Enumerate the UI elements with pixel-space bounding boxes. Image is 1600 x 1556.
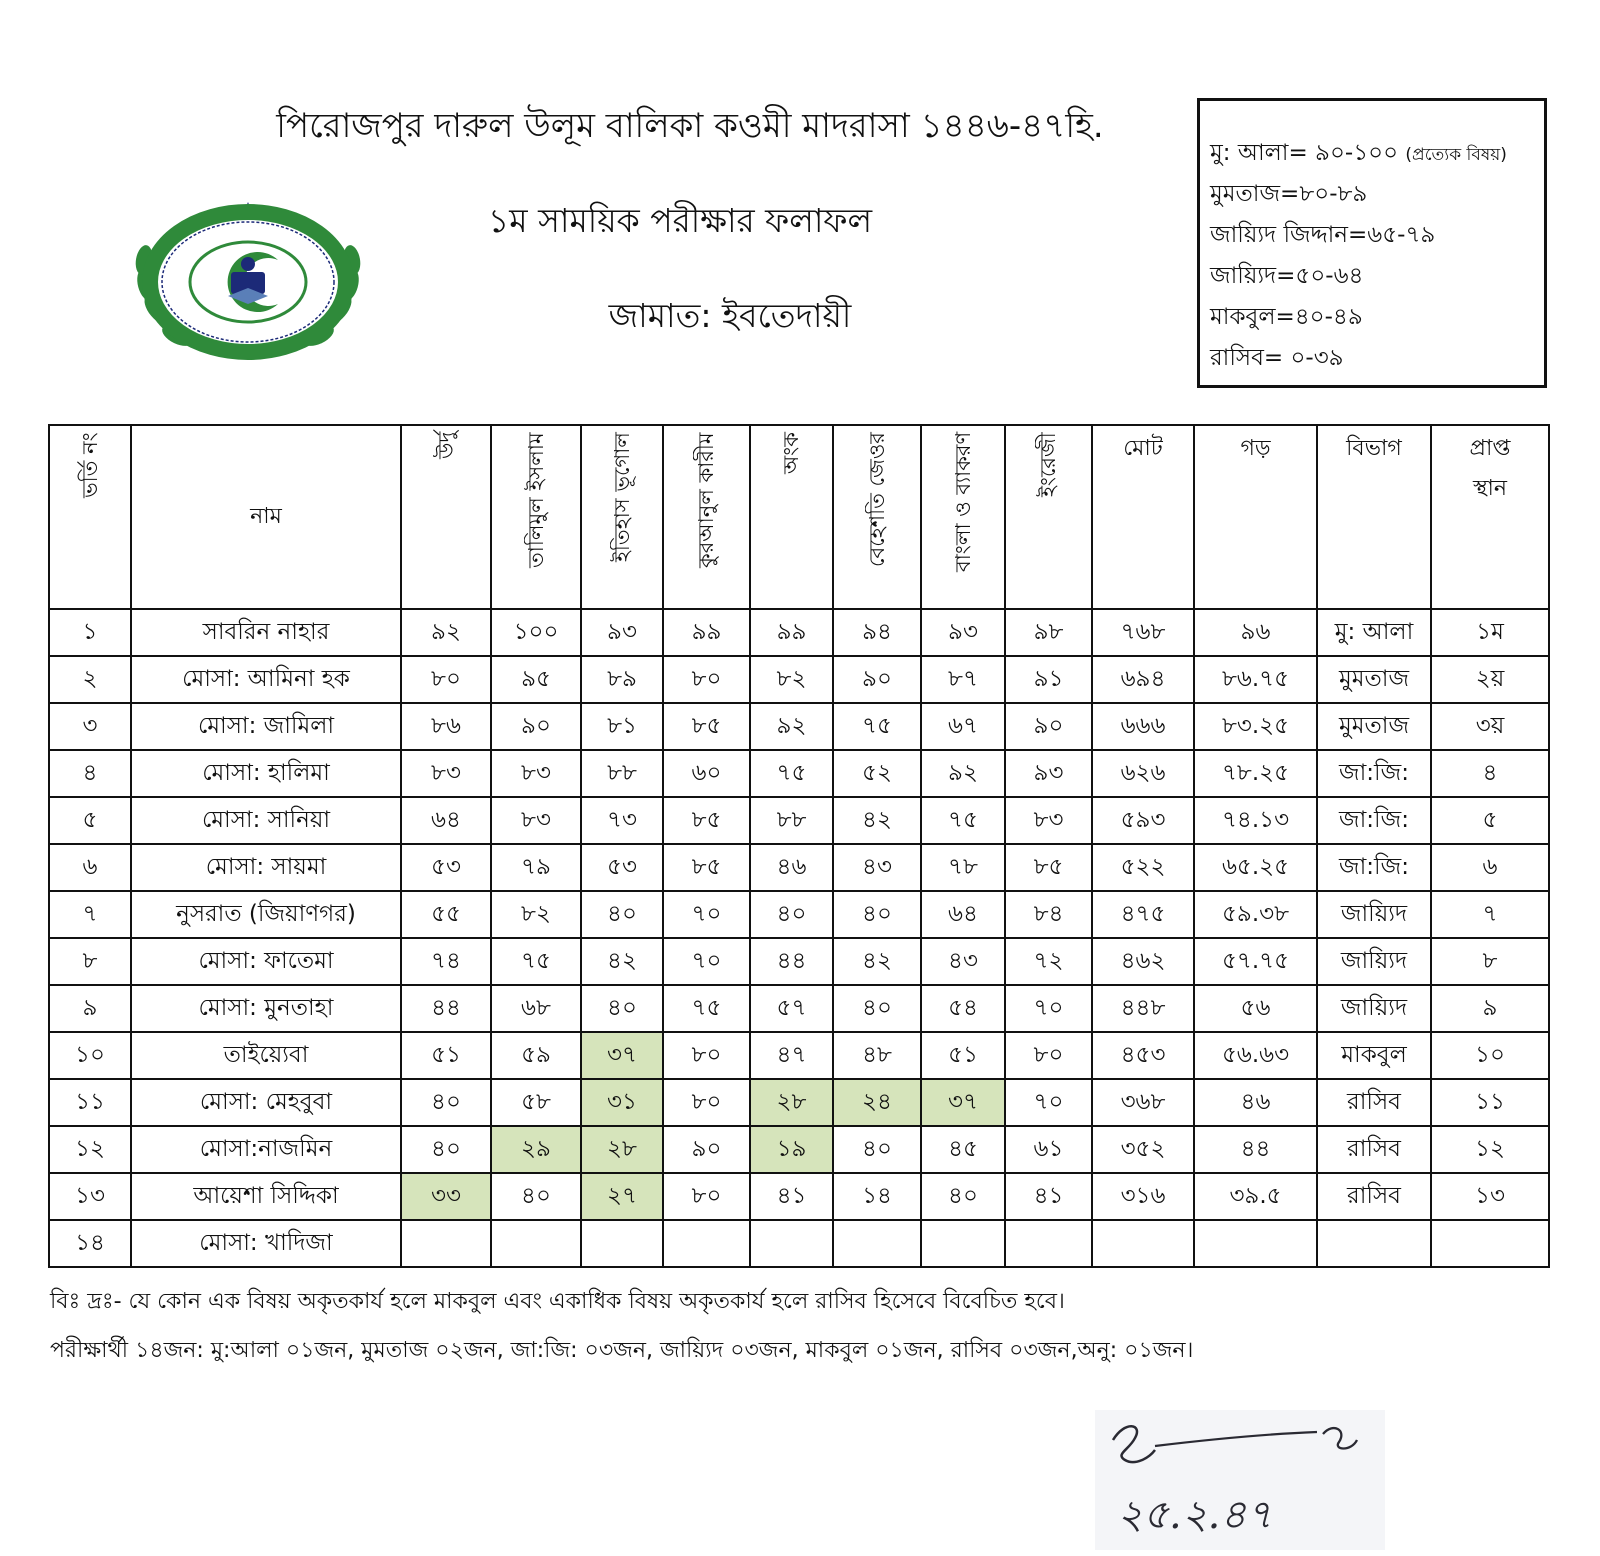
grade-scale-box (1197, 98, 1547, 388)
cell-mark: ৪৩ (833, 844, 921, 891)
table-row (49, 1126, 1549, 1173)
cell-roll: ৩ (49, 703, 131, 750)
cell-name: মোসা: আমিনা হক (131, 656, 401, 703)
cell-name: মোসা: হালিমা (131, 750, 401, 797)
cell-mark: ৮০ (663, 1079, 750, 1126)
cell-mark: ৯৯ (663, 609, 750, 656)
cell-mark: ৮৫ (663, 703, 750, 750)
signature-date: ২৫.২.৪৭ (1117, 1492, 1273, 1538)
cell-mark: ৪০ (401, 1126, 491, 1173)
class-label: জামাত: ইবতেদায়ী (608, 296, 852, 335)
cell-mark: ৫৮ (491, 1079, 581, 1126)
cell-mark: ৬০ (663, 750, 750, 797)
cell-total: ৩৬৮ (1092, 1079, 1194, 1126)
cell-mark (833, 1220, 921, 1267)
cell-mark: ৬১ (1005, 1126, 1092, 1173)
cell-roll: ২ (49, 656, 131, 703)
cell-name: মোসা: মুনতাহা (131, 985, 401, 1032)
table-header-row (49, 425, 1549, 609)
cell-mark (581, 1220, 663, 1267)
cell-mark: ৯৪ (833, 609, 921, 656)
cell-division: জায়্যিদ (1317, 891, 1431, 938)
grade-line-5: মাকবুল=৪০-৪৯ (1210, 304, 1363, 330)
table-row (49, 750, 1549, 797)
cell-mark: ৬৪ (921, 891, 1005, 938)
cell-mark: ৪২ (581, 938, 663, 985)
cell-total: ৫২২ (1092, 844, 1194, 891)
cell-mark: ৭৪ (401, 938, 491, 985)
cell-mark: ৫৩ (581, 844, 663, 891)
cell-position: ৭ (1431, 891, 1549, 938)
cell-total: ৬২৬ (1092, 750, 1194, 797)
cell-total: ৭৬৮ (1092, 609, 1194, 656)
cell-position: ১ম (1431, 609, 1549, 656)
cell-mark: ৯২ (750, 703, 833, 750)
cell-mark (491, 1220, 581, 1267)
cell-mark: ৪৫ (921, 1126, 1005, 1173)
cell-mark: ৮৮ (581, 750, 663, 797)
table-row (49, 1220, 1549, 1267)
cell-total: ৪৭৫ (1092, 891, 1194, 938)
header-subject-english: ইংরেজী (1005, 425, 1092, 609)
cell-division: জায়্যিদ (1317, 938, 1431, 985)
header-roll: ভর্তি নং (49, 425, 131, 609)
grade-line-4: জায়্যিদ=৫০-৬৪ (1210, 263, 1364, 289)
cell-mark: ৪০ (401, 1079, 491, 1126)
cell-mark: ৩৭ (921, 1079, 1005, 1126)
cell-total: ৬৯৪ (1092, 656, 1194, 703)
cell-mark: ৩৭ (581, 1032, 663, 1079)
cell-mark: ৯১ (1005, 656, 1092, 703)
table-row (49, 891, 1549, 938)
cell-roll: ১৩ (49, 1173, 131, 1220)
cell-average: ৭৮.২৫ (1194, 750, 1317, 797)
cell-position: ১১ (1431, 1079, 1549, 1126)
header-subject-bangla: বাংলা ও ব্যাকরণ (921, 425, 1005, 609)
cell-mark: ৯২ (921, 750, 1005, 797)
cell-average: ৯৬ (1194, 609, 1317, 656)
cell-mark: ৫১ (921, 1032, 1005, 1079)
cell-roll: ১১ (49, 1079, 131, 1126)
cell-mark: ৮৬ (401, 703, 491, 750)
cell-mark: ৭৮ (921, 844, 1005, 891)
cell-mark: ৮৫ (663, 844, 750, 891)
cell-position: ২য় (1431, 656, 1549, 703)
cell-total: ৪৬২ (1092, 938, 1194, 985)
cell-name: সাবরিন নাহার (131, 609, 401, 656)
cell-name: মোসা: সানিয়া (131, 797, 401, 844)
cell-division: জা:জি: (1317, 844, 1431, 891)
cell-mark: ৪৮ (833, 1032, 921, 1079)
grade-line-3: জায়্যিদ জিদ্দান=৬৫-৭৯ (1210, 222, 1436, 248)
cell-mark: ৪০ (833, 985, 921, 1032)
cell-average: ৫৯.৩৮ (1194, 891, 1317, 938)
cell-mark: ৮২ (491, 891, 581, 938)
cell-division: রাসিব (1317, 1173, 1431, 1220)
table-row (49, 656, 1549, 703)
footnote-rule: বিঃ দ্রঃ- যে কোন এক বিষয় অকৃতকার্য হলে মাকবুল এবং একাধিক বিষয় অকৃতকার্য হলে রাসিব হিসেবে বিবেচিত হবে। (50, 1289, 1065, 1314)
cell-division: মুমতাজ (1317, 656, 1431, 703)
cell-mark: ৯০ (491, 703, 581, 750)
cell-mark: ৭৫ (663, 985, 750, 1032)
table-row (49, 985, 1549, 1032)
cell-position: ১০ (1431, 1032, 1549, 1079)
cell-mark: ৪১ (1005, 1173, 1092, 1220)
cell-average: ৫৬ (1194, 985, 1317, 1032)
cell-mark: ৯৮ (1005, 609, 1092, 656)
cell-mark (750, 1220, 833, 1267)
cell-mark: ৯৩ (921, 609, 1005, 656)
cell-roll: ১ (49, 609, 131, 656)
cell-division (1317, 1220, 1431, 1267)
cell-mark: ৮০ (1005, 1032, 1092, 1079)
cell-mark: ৪০ (833, 1126, 921, 1173)
cell-mark: ২৪ (833, 1079, 921, 1126)
cell-mark: ৮৪ (1005, 891, 1092, 938)
cell-mark: ২৯ (491, 1126, 581, 1173)
cell-mark: ৫৯ (491, 1032, 581, 1079)
header-subject-talimul-islam: তালিমুল ইসলাম (491, 425, 581, 609)
cell-mark: ৪৪ (750, 938, 833, 985)
cell-mark (663, 1220, 750, 1267)
cell-mark: ৪২ (833, 797, 921, 844)
header-subject-beheshti-zewar: বেহেশতি জেওর (833, 425, 921, 609)
table-row (49, 1079, 1549, 1126)
cell-division: রাসিব (1317, 1079, 1431, 1126)
cell-division: জা:জি: (1317, 750, 1431, 797)
handwritten-signature (1095, 1410, 1385, 1550)
cell-mark: ৭৫ (491, 938, 581, 985)
cell-mark (1005, 1220, 1092, 1267)
cell-division: জা:জি: (1317, 797, 1431, 844)
cell-name: মোসা: সায়মা (131, 844, 401, 891)
cell-mark: ৫১ (401, 1032, 491, 1079)
cell-average (1194, 1220, 1317, 1267)
cell-mark: ৮০ (663, 1173, 750, 1220)
table-row (49, 1032, 1549, 1079)
cell-position: ৫ (1431, 797, 1549, 844)
cell-mark: ৪০ (921, 1173, 1005, 1220)
cell-position: ৩য় (1431, 703, 1549, 750)
cell-average: ৮৬.৭৫ (1194, 656, 1317, 703)
cell-mark: ৯৩ (1005, 750, 1092, 797)
cell-mark: ৬৪ (401, 797, 491, 844)
cell-name: নুসরাত (জিয়াণগর) (131, 891, 401, 938)
cell-total: ৪৫৩ (1092, 1032, 1194, 1079)
table-row (49, 797, 1549, 844)
cell-division: মু: আলা (1317, 609, 1431, 656)
cell-mark: ৮৯ (581, 656, 663, 703)
cell-mark: ৬৮ (491, 985, 581, 1032)
cell-mark: ৯২ (401, 609, 491, 656)
cell-position (1431, 1220, 1549, 1267)
cell-roll: ১২ (49, 1126, 131, 1173)
cell-mark: ৪১ (750, 1173, 833, 1220)
header-position: প্রাপ্ত স্থান (1431, 425, 1549, 609)
cell-total: ৩১৬ (1092, 1173, 1194, 1220)
cell-name: তাইয়্যেবা (131, 1032, 401, 1079)
grade-line-1: মু: আলা= ৯০-১০০ (প্রত্যেক বিষয়) (1210, 140, 1507, 166)
cell-mark: ৮৭ (921, 656, 1005, 703)
cell-mark: ৯০ (663, 1126, 750, 1173)
cell-total (1092, 1220, 1194, 1267)
cell-mark: ৮০ (663, 1032, 750, 1079)
cell-mark: ৪৪ (401, 985, 491, 1032)
table-row (49, 1173, 1549, 1220)
cell-mark: ৪৩ (921, 938, 1005, 985)
cell-mark: ৪০ (833, 891, 921, 938)
cell-mark: ৭৯ (491, 844, 581, 891)
cell-mark: ৪০ (750, 891, 833, 938)
cell-position: ১২ (1431, 1126, 1549, 1173)
table-row (49, 609, 1549, 656)
cell-mark: ৯০ (1005, 703, 1092, 750)
cell-name: মোসা:নাজমিন (131, 1126, 401, 1173)
cell-mark: ৪০ (581, 891, 663, 938)
cell-division: মুমতাজ (1317, 703, 1431, 750)
cell-position: ১৩ (1431, 1173, 1549, 1220)
cell-total: ৫৯৩ (1092, 797, 1194, 844)
cell-average: ৪৪ (1194, 1126, 1317, 1173)
cell-division: মাকবুল (1317, 1032, 1431, 1079)
cell-mark: ৭০ (663, 891, 750, 938)
cell-total: ৬৬৬ (1092, 703, 1194, 750)
cell-mark: ৪০ (491, 1173, 581, 1220)
cell-mark: ৮৫ (1005, 844, 1092, 891)
cell-average: ৫৬.৬৩ (1194, 1032, 1317, 1079)
header-name: নাম (131, 425, 401, 609)
cell-mark: ৯০ (833, 656, 921, 703)
cell-mark: ৭৩ (581, 797, 663, 844)
cell-mark: ৮৩ (491, 750, 581, 797)
cell-position: ৯ (1431, 985, 1549, 1032)
header-subject-urdu: উর্দু (401, 425, 491, 609)
header-average: গড় (1194, 425, 1317, 609)
header-total: মোট (1092, 425, 1194, 609)
cell-total: ৩৫২ (1092, 1126, 1194, 1173)
cell-roll: ৪ (49, 750, 131, 797)
header-subject-math: অংক (750, 425, 833, 609)
cell-roll: ৮ (49, 938, 131, 985)
cell-division: রাসিব (1317, 1126, 1431, 1173)
madrasa-logo-emblem (128, 200, 368, 370)
results-table (48, 424, 1550, 1268)
cell-roll: ৫ (49, 797, 131, 844)
cell-roll: ১৪ (49, 1220, 131, 1267)
cell-average: ৮৩.২৫ (1194, 703, 1317, 750)
cell-roll: ৭ (49, 891, 131, 938)
cell-mark: ৭০ (663, 938, 750, 985)
cell-mark: ৫৩ (401, 844, 491, 891)
exam-subtitle: ১ম সাময়িক পরীক্ষার ফলাফল (487, 201, 873, 240)
cell-average: ৩৯.৫ (1194, 1173, 1317, 1220)
cell-average: ৪৬ (1194, 1079, 1317, 1126)
cell-mark: ৯৯ (750, 609, 833, 656)
cell-mark: ৮০ (663, 656, 750, 703)
cell-mark: ৪২ (833, 938, 921, 985)
cell-average: ৭৪.১৩ (1194, 797, 1317, 844)
cell-name: মোসা: খাদিজা (131, 1220, 401, 1267)
cell-mark: ৫৭ (750, 985, 833, 1032)
cell-mark: ৩৩ (401, 1173, 491, 1220)
cell-mark: ৩১ (581, 1079, 663, 1126)
cell-mark: ২৮ (750, 1079, 833, 1126)
cell-name: মোসা: ফাতেমা (131, 938, 401, 985)
cell-average: ৫৭.৭৫ (1194, 938, 1317, 985)
cell-position: ৬ (1431, 844, 1549, 891)
cell-mark: ৫৪ (921, 985, 1005, 1032)
table-row (49, 703, 1549, 750)
table-row (49, 938, 1549, 985)
cell-mark: ৮৫ (663, 797, 750, 844)
header-subject-history-geography: ইতিহাস ভূগোল (581, 425, 663, 609)
table-row (49, 844, 1549, 891)
cell-mark: ৮৩ (401, 750, 491, 797)
cell-name: আয়েশা সিদ্দিকা (131, 1173, 401, 1220)
header-subject-quran: কুরআনুল কারীম (663, 425, 750, 609)
grade-line-2: মুমতাজ=৮০-৮৯ (1210, 181, 1368, 207)
cell-mark: ৭২ (1005, 938, 1092, 985)
cell-average: ৬৫.২৫ (1194, 844, 1317, 891)
cell-mark: ৭৫ (750, 750, 833, 797)
cell-mark: ১৪ (833, 1173, 921, 1220)
cell-mark: ২৮ (581, 1126, 663, 1173)
cell-mark: ৯৩ (581, 609, 663, 656)
page-title: পিরোজপুর দারুল উলূম বালিকা কওমী মাদরাসা ১৪৪৬-৪৭হি. (276, 106, 1104, 146)
cell-position: ৪ (1431, 750, 1549, 797)
cell-mark: ৪৭ (750, 1032, 833, 1079)
cell-mark: ৭৫ (921, 797, 1005, 844)
cell-mark: ৫২ (833, 750, 921, 797)
cell-mark: ৮২ (750, 656, 833, 703)
cell-mark (921, 1220, 1005, 1267)
cell-mark (401, 1220, 491, 1267)
cell-mark: ২৭ (581, 1173, 663, 1220)
grade-line-6: রাসিব= ০-৩৯ (1210, 345, 1344, 371)
cell-mark: ৪৬ (750, 844, 833, 891)
cell-mark: ৫৫ (401, 891, 491, 938)
cell-division: জায়্যিদ (1317, 985, 1431, 1032)
footnote-summary: পরীক্ষার্থী ১৪জন: মু:আলা ০১জন, মুমতাজ ০২জন, জা:জি: ০৩জন, জায়্যিদ ০৩জন, মাকবুল ০১জন, রাসিব ০৩জন,অনু: ০১জন। (50, 1338, 1194, 1363)
cell-position: ৮ (1431, 938, 1549, 985)
cell-mark: ৮৩ (1005, 797, 1092, 844)
cell-name: মোসা: মেহবুবা (131, 1079, 401, 1126)
cell-mark: ৮০ (401, 656, 491, 703)
cell-mark: ৭৫ (833, 703, 921, 750)
cell-roll: ১০ (49, 1032, 131, 1079)
cell-mark: ৯৫ (491, 656, 581, 703)
cell-mark: ৮৮ (750, 797, 833, 844)
cell-name: মোসা: জামিলা (131, 703, 401, 750)
cell-mark: ৮৩ (491, 797, 581, 844)
cell-mark: ৭০ (1005, 1079, 1092, 1126)
cell-roll: ৬ (49, 844, 131, 891)
cell-roll: ৯ (49, 985, 131, 1032)
cell-total: ৪৪৮ (1092, 985, 1194, 1032)
header-division: বিভাগ (1317, 425, 1431, 609)
cell-mark: ৬৭ (921, 703, 1005, 750)
cell-mark: ৭০ (1005, 985, 1092, 1032)
cell-mark: ১০০ (491, 609, 581, 656)
cell-mark: ৪০ (581, 985, 663, 1032)
cell-mark: ৮১ (581, 703, 663, 750)
cell-mark: ১৯ (750, 1126, 833, 1173)
